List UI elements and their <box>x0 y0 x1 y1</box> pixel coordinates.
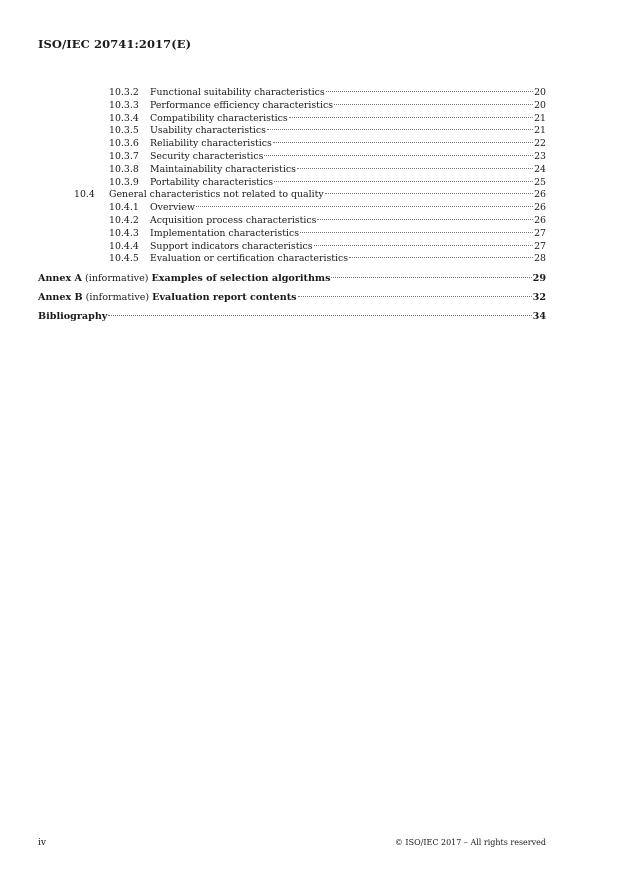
toc-entry-10-3-5[interactable] <box>38 125 546 138</box>
annex-label: Annex A <box>38 273 83 285</box>
toc-entry-page: 20 <box>534 87 546 98</box>
toc-entry-title: Reliability characteristics <box>150 138 272 150</box>
toc-entry-10-3-6[interactable] <box>38 138 546 151</box>
toc-entry-10-4-1[interactable] <box>38 202 546 215</box>
annex-kind: (informative) <box>85 273 149 285</box>
toc-entry-10-3-2[interactable] <box>38 87 546 100</box>
toc-entry-page: 24 <box>534 163 546 175</box>
toc-entry-number: 10.3.4 <box>109 112 139 124</box>
dot-leader <box>325 193 533 194</box>
toc-entry-number: 10.3.2 <box>109 87 139 98</box>
toc-entry-page: 23 <box>534 150 546 162</box>
toc-entry-number: 10.4 <box>74 189 95 201</box>
toc-entry-number: 10.3.6 <box>109 138 139 150</box>
toc-entry-page: 26 <box>534 189 546 201</box>
toc-entry-title: Usability characteristics <box>150 125 266 137</box>
toc-entry-title: Functional suitability characteristics <box>150 87 325 98</box>
toc-entry-10-3-9[interactable] <box>38 177 546 190</box>
dot-leader <box>298 296 532 297</box>
toc-entry-page: 21 <box>534 125 546 137</box>
toc-entry-page: 26 <box>534 214 546 226</box>
toc-annex-b[interactable] <box>38 288 546 307</box>
toc-entry-title: General characteristics not related to quality <box>109 189 324 201</box>
page-number: iv <box>38 838 46 848</box>
toc-entry-page: 28 <box>534 253 546 265</box>
dot-leader <box>334 104 533 105</box>
toc-entry-number: 10.4.2 <box>109 214 139 226</box>
toc-bibliography[interactable] <box>38 307 546 326</box>
annex-label: Annex B <box>38 292 83 304</box>
bibliography-title: Bibliography <box>38 311 108 323</box>
toc-entry-number: 10.4.4 <box>109 240 139 252</box>
toc-entry-10-4-5[interactable] <box>38 253 546 266</box>
toc-entry-10-3-7[interactable] <box>38 151 546 164</box>
toc-entry-number: 10.4.1 <box>109 202 139 214</box>
toc-entry-title: Implementation characteristics <box>150 227 300 239</box>
toc-entry-number: 10.3.3 <box>109 99 139 111</box>
dot-leader <box>196 206 533 207</box>
copyright-notice: © ISO/IEC 2017 – All rights reserved <box>394 838 546 847</box>
toc-entry-number: 10.3.9 <box>109 176 139 188</box>
toc-entry-number: 10.3.7 <box>109 150 139 162</box>
toc-entry-number: 10.4.5 <box>109 253 139 265</box>
dot-leader <box>297 168 533 169</box>
toc-entry-page: 27 <box>534 240 546 252</box>
toc-entry-10-4[interactable] <box>38 189 546 202</box>
toc-entry-10-4-2[interactable] <box>38 215 546 228</box>
dot-leader <box>314 245 534 246</box>
toc-entry-number: 10.4.3 <box>109 227 139 239</box>
page-footer <box>38 838 546 848</box>
dot-leader <box>264 155 533 156</box>
dot-leader <box>108 315 531 316</box>
annex-page: 29 <box>532 273 546 285</box>
toc-entry-title: Acquisition process characteristics <box>150 214 317 226</box>
toc-entry-page: 22 <box>534 138 546 150</box>
toc-annex-a[interactable] <box>38 269 546 288</box>
table-of-contents <box>38 87 546 326</box>
toc-entry-10-3-3[interactable] <box>38 100 546 113</box>
dot-leader <box>300 232 533 233</box>
toc-entry-page: 20 <box>534 99 546 111</box>
toc-entry-number: 10.3.8 <box>109 163 139 175</box>
dot-leader <box>267 129 533 130</box>
annex-kind: (informative) <box>85 292 150 304</box>
toc-entry-10-3-4[interactable] <box>38 113 546 126</box>
toc-entry-title: Support indicators characteristics <box>150 240 313 252</box>
dot-leader <box>317 219 533 220</box>
toc-entry-page: 25 <box>534 176 546 188</box>
toc-entry-title: Portability characteristics <box>150 176 274 188</box>
toc-entry-title: Overview <box>150 202 195 214</box>
toc-entry-title: Evaluation or certification characteristics <box>150 253 349 265</box>
toc-entry-page: 26 <box>534 202 546 214</box>
toc-entry-title: Maintainability characteristics <box>150 163 296 175</box>
toc-entry-page: 21 <box>534 112 546 124</box>
toc-entry-10-3-8[interactable] <box>38 164 546 177</box>
annex-title: Examples of selection algorithms <box>151 273 331 285</box>
dot-leader <box>326 91 533 92</box>
toc-entry-number: 10.3.5 <box>109 125 139 137</box>
annex-title: Evaluation report contents <box>152 292 297 304</box>
dot-leader <box>349 257 533 258</box>
toc-entry-page: 27 <box>534 227 546 239</box>
bibliography-page: 34 <box>532 311 546 323</box>
annex-page: 32 <box>532 292 546 304</box>
toc-entry-title: Security characteristics <box>150 150 264 162</box>
toc-entry-10-4-3[interactable] <box>38 228 546 241</box>
dot-leader <box>331 277 531 278</box>
toc-entry-title: Compatibility characteristics <box>150 112 288 124</box>
document-header: ISO/IEC 20741:2017(E) <box>38 37 192 51</box>
dot-leader <box>273 142 533 143</box>
dot-leader <box>289 117 533 118</box>
toc-entry-10-4-4[interactable] <box>38 241 546 254</box>
toc-entry-title: Performance efficiency characteristics <box>150 99 334 111</box>
dot-leader <box>274 181 533 182</box>
